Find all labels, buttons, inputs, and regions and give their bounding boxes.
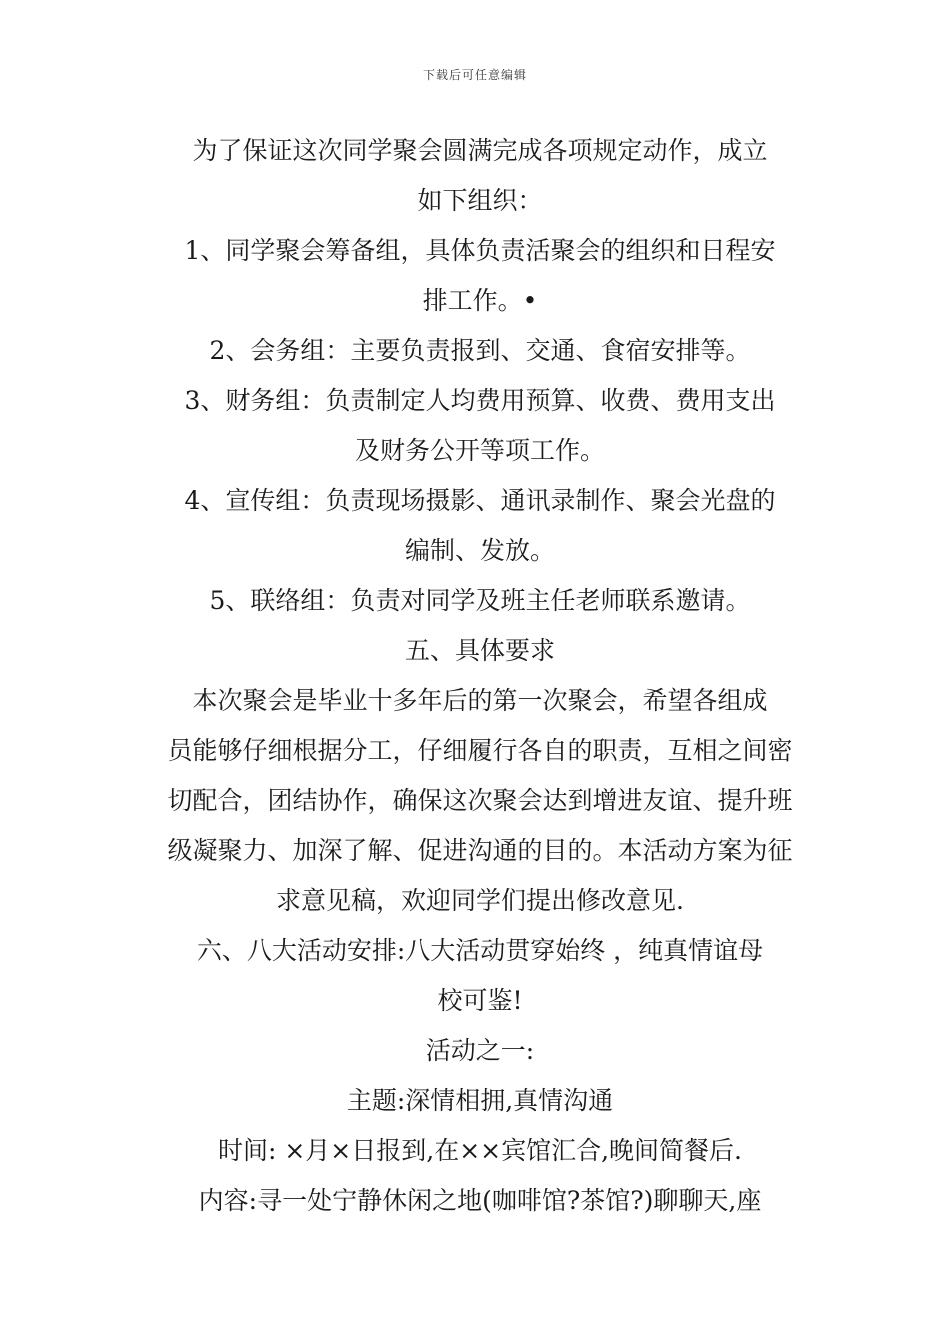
section-heading: 五、具体要求 (404, 636, 555, 665)
text-line: 求意见稿，欢迎同学们提出修改意见. (276, 886, 684, 915)
header-note: 下载后可任意编辑 (422, 68, 527, 82)
document-body (150, 126, 810, 1226)
text-line: 时间: ×月×日报到,在××宾馆汇合,晚间简餐后. (217, 1136, 742, 1165)
text-line: 校可鉴! (437, 986, 523, 1015)
text-line: 主题:深情相拥,真情沟通 (346, 1086, 614, 1115)
section-heading: 活动之一: (425, 1036, 535, 1065)
text-line: 编制、发放。 (404, 536, 555, 565)
text-line: 级凝聚力、加深了解、促进沟通的目的。本活动方案为征 (167, 836, 793, 865)
text-line: 切配合，团结协作，确保这次聚会达到增进友谊、提升班 (167, 786, 793, 815)
text-line: 如下组织： (417, 186, 543, 215)
text-line: 3、财务组：负责制定人均费用预算、收费、费用支出 (184, 386, 776, 415)
text-line: 排工作。• (422, 286, 538, 315)
text-line: 1、同学聚会筹备组，具体负责活聚会的组织和日程安 (184, 236, 776, 265)
text-line: 内容:寻一处宁静休闲之地(咖啡馆?茶馆?)聊聊天,座 (198, 1186, 762, 1215)
text-line: 4、宣传组：负责现场摄影、通讯录制作、聚会光盘的 (184, 486, 776, 515)
text-line: 为了保证这次同学聚会圆满完成各项规定动作，成立 (192, 136, 768, 165)
text-line: 及财务公开等项工作。 (354, 436, 605, 465)
text-line: 本次聚会是毕业十多年后的第一次聚会，希望各组成 (192, 686, 768, 715)
text-line: 员能够仔细根据分工，仔细履行各自的职责，互相之间密 (167, 736, 793, 765)
text-line: 5、联络组：负责对同学及班主任老师联系邀请。 (209, 586, 751, 615)
text-line: 2、会务组：主要负责报到、交通、食宿安排等。 (209, 336, 751, 365)
text-line: 六、八大活动安排:八大活动贯穿始终 ，纯真情谊母 (196, 936, 764, 965)
